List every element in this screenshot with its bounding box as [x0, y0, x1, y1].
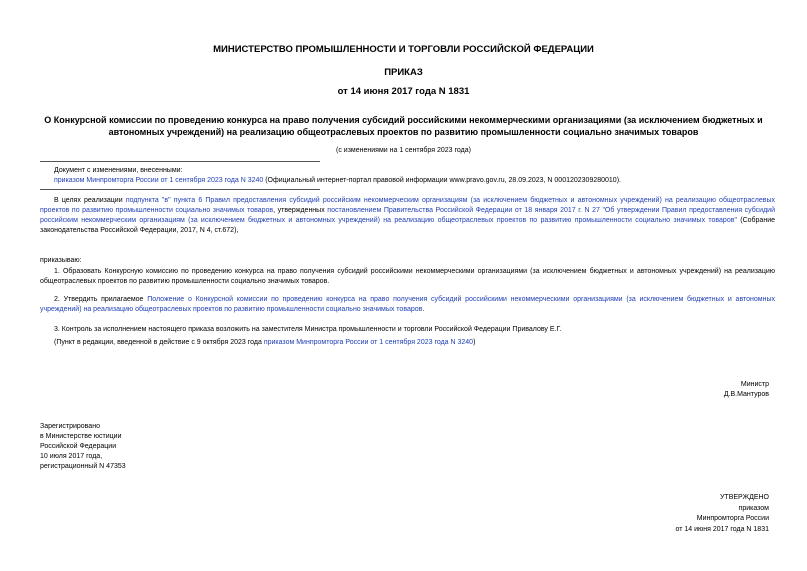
item-1: 1. Образовать Конкурсную комиссию по проведению конкурса на право получения субсидий российскими некоммерческими организациями (за исключением бюджетных и автономных учреждений) на реализацию общеотраслевых проектов по развитию промышленности социально значимых товаров.: [40, 268, 775, 285]
changes-entry: [54, 176, 774, 186]
government-decree-link[interactable]: постановлением Правительства Российской Федерации от 18 января 2017 г. N 27 "Об утверждении Правил предоставления субсидий российским некоммерческим организациям (за исключением бюджетных и автономных учреждений) на реализацию общеотраслевых проектов по развитию промышленности социально значимых товаров": [40, 207, 775, 224]
regulation-link[interactable]: Положение о Конкурсной комиссии по проведению конкурса на право получения субсидий российскими некоммерческими организациями (за исключением бюджетных и автономных учреждений) на реализацию общеотраслевых проектов по развитию промышленности социально значимых товаров: [40, 296, 775, 313]
item-2: [40, 295, 775, 315]
divider-top: [40, 161, 320, 162]
item-3: 3. Контроль за исполнением настоящего приказа возложить на заместителя Министра промышленности и торговли Российской Федерации Привалову Е.Г.: [54, 326, 562, 333]
changes-source: (Официальный интернет-портал правовой информации www.pravo.gov.ru, 28.09.2023, N 0001202309280010).: [263, 177, 621, 184]
approved-line: от 14 июня 2017 года N 1831: [675, 525, 769, 533]
approved-line: Минпромторга России: [696, 515, 769, 522]
approved-line: приказом: [738, 504, 769, 512]
registration-line: регистрационный N 47353: [40, 463, 126, 470]
approved-line: УТВЕРЖДЕНО: [719, 494, 769, 501]
rules-subpoint-link[interactable]: подпункта "в" пункта 6 Правил предоставления субсидий российским некоммерческим организациям (за исключением бюджетных и автономных учреждений) на реализацию общеотраслевых проектов по развитию промышленности социально значимых товаров: [40, 197, 775, 214]
basis-paragraph: [40, 196, 775, 236]
changes-block: [54, 166, 774, 186]
basis-text-2: , утвержденных: [273, 207, 328, 214]
doc-type-heading: ПРИКАЗ: [384, 67, 423, 78]
changes-label: Документ с изменениями, внесенными:: [54, 167, 183, 174]
signer-name: Д.В.Мантуров: [723, 391, 769, 398]
signer-position: Министр: [740, 381, 769, 388]
ministry-heading: МИНИСТЕРСТВО ПРОМЫШЛЕННОСТИ И ТОРГОВЛИ РОССИЙСКОЙ ФЕДЕРАЦИИ: [213, 44, 594, 55]
registration-line: Российской Федерации: [40, 443, 117, 450]
basis-text-3: (Собрание законодательства Российской Федерации, 2017, N 4, ст.672),: [40, 217, 775, 234]
registration-line: в Министерстве юстиции: [40, 433, 122, 440]
approved-block: [675, 493, 769, 535]
item-3-note-link[interactable]: приказом Минпромторга России от 1 сентября 2023 года N 3240: [263, 339, 474, 346]
doc-title: О Конкурсной комиссии по проведению конкурса на право получения субсидий российскими некоммерческими организациями (за исключением бюджетных и автономных учреждений) на реализацию общеотраслевых проектов по развитию промышленности социально значимых товаров: [44, 115, 763, 137]
divider-bottom: [40, 189, 320, 190]
registration-block: [40, 422, 126, 472]
item-3-note: [40, 338, 775, 348]
signature-block: [724, 380, 769, 400]
doc-date-number: от 14 июня 2017 года N 1831: [337, 86, 470, 97]
item-2-end: .: [422, 306, 425, 313]
item-2-text: 2. Утвердить прилагаемое: [54, 296, 148, 303]
changes-order-link[interactable]: приказом Минпромторга России от 1 сентября 2023 года N 3240: [54, 177, 264, 184]
edition-note: (с изменениями на 1 сентября 2023 года): [336, 147, 471, 154]
basis-text-1: В целях реализации: [54, 197, 126, 204]
order-word: приказываю:: [40, 257, 82, 264]
registration-line: Зарегистрировано: [40, 423, 100, 430]
item-3-note-end: ): [473, 339, 476, 346]
item-3-note-text: (Пункт в редакции, введенной в действие с 9 октября 2023 года: [54, 339, 264, 346]
registration-line: 10 июля 2017 года,: [40, 453, 103, 460]
